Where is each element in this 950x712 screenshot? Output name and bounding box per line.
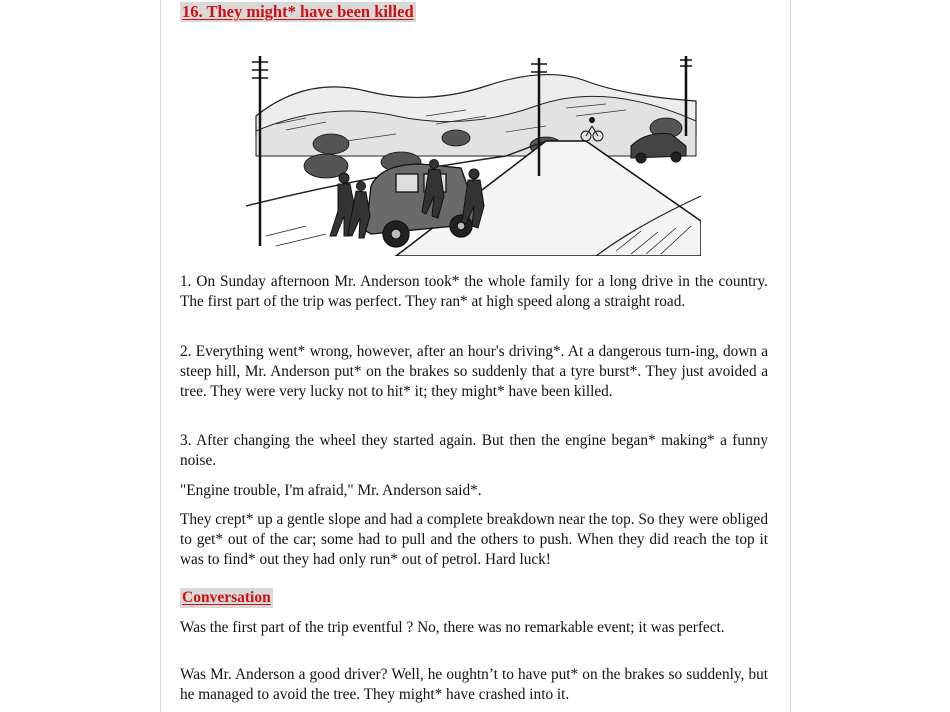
conversation-item-1: Was the first part of the trip eventful ? No, there was no remarkable event; it was perfect. [180,619,725,636]
document-page [160,0,791,712]
conversation-heading: Conversation [182,589,271,606]
paragraph-4: They crept* up a gentle slope and had a complete breakdown near the top. So they were obliged to get* out of the car; some had to pull and the others to push. When they did reach the top it was to find* out they had only run* out of petrol. Hard luck! [180,511,768,568]
car-breakdown-road-illustration [246,46,701,256]
paragraph-3: 3. After changing the wheel they started again. But then the engine began* making* a funny noise. [180,432,768,469]
paragraph-quote: "Engine trouble, I'm afraid," Mr. Anderson said*. [180,482,482,499]
paragraph-2: 2. Everything went* wrong, however, after an hour's driving*. At a dangerous turn-ing, down a steep hill, Mr. Anderson put* on the brakes so suddenly that a tyre burst*. They just avoided a tree. They were very lucky not to hit* it; they might* have been killed. [180,343,768,400]
lesson-title: 16. They might* have been killed [182,2,414,21]
conversation-item-2: Was Mr. Anderson a good driver? Well, he oughtn’t to have put* on the brakes so suddenly, but he managed to avoid the tree. They might* have crashed into it. [180,666,768,703]
paragraph-1: 1. On Sunday afternoon Mr. Anderson took* the whole family for a long drive in the country. The first part of the trip was perfect. They ran* at high speed along a straight road. [180,273,768,310]
